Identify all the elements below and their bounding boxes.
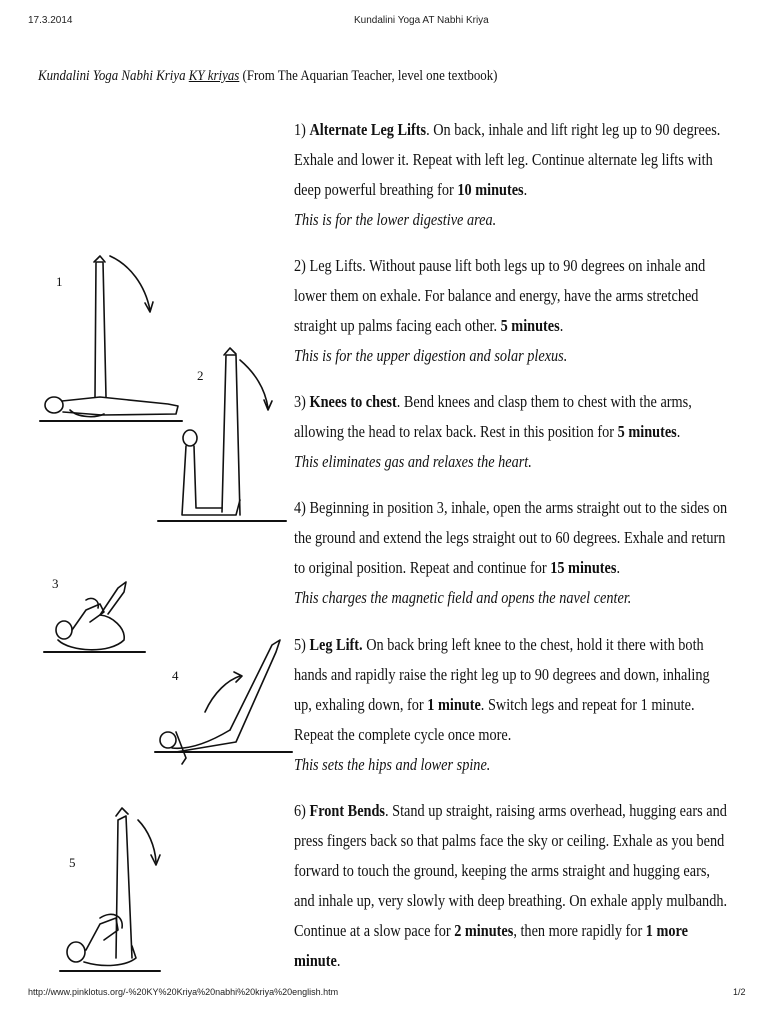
figure-3-number: 3	[52, 576, 59, 591]
exercise-6-duration-2: 1 more minute	[294, 921, 688, 970]
exercise-1-note: This is for the lower digestive area.	[294, 210, 497, 229]
page-number: 1/2	[733, 987, 746, 997]
exercise-2-text	[294, 251, 731, 341]
exercise-4-number: 4)	[294, 498, 306, 517]
exercise-4-body: Beginning in position 3, inhale, open the arms straight out to the sides on the ground and extend the legs straight out to 60 degrees. Exhale and return to original position. Repeat and continue for	[294, 498, 728, 577]
exercise-1-end: .	[523, 180, 528, 199]
exercise-3-duration: 5 minutes	[617, 422, 677, 441]
figure-2-leg-lifts	[158, 348, 286, 521]
figure-5-single-leg-lift	[60, 808, 160, 971]
figure-1-number: 1	[56, 274, 63, 289]
exercise-5	[294, 630, 731, 780]
print-title: Kundalini Yoga AT Nabhi Kriya	[354, 15, 489, 26]
exercise-3	[294, 387, 731, 477]
exercise-5-title: Leg Lift.	[309, 635, 363, 654]
exercise-5-text	[294, 630, 731, 750]
exercise-2-number: 2)	[294, 256, 306, 275]
exercise-2-duration: 5 minutes	[500, 316, 560, 335]
exercise-6-duration: 2 minutes	[454, 921, 514, 940]
exercise-2-end: .	[559, 316, 564, 335]
exercise-6-number: 6)	[294, 801, 306, 820]
exercise-5-duration: 1 minute	[427, 695, 481, 714]
exercise-1	[294, 115, 731, 235]
exercise-1-text	[294, 115, 731, 205]
exercise-3-end: .	[676, 422, 681, 441]
ky-kriyas-link[interactable]: KY kriyas	[188, 68, 240, 84]
exercise-2	[294, 251, 731, 371]
exercise-5-note: This sets the hips and lower spine.	[294, 755, 491, 774]
exercise-illustrations	[0, 0, 300, 980]
figure-3-knees-to-chest	[44, 582, 145, 652]
figure-4-number: 4	[172, 668, 179, 683]
exercise-3-note: This eliminates gas and relaxes the heart.	[294, 452, 532, 471]
exercise-3-text	[294, 387, 731, 447]
intro-source: (From The Aquarian Teacher, level one textbook)	[242, 68, 498, 84]
print-date: 17.3.2014	[28, 15, 73, 26]
intro-title: Kundalini Yoga Nabhi Kriya	[38, 68, 186, 84]
exercise-3-title: Knees to chest	[309, 392, 397, 411]
exercise-2-note: This is for the upper digestion and solar plexus.	[294, 346, 568, 365]
exercise-4-note: This charges the magnetic field and opens the navel center.	[294, 588, 632, 607]
exercise-1-title: Alternate Leg Lifts	[309, 120, 427, 139]
exercise-6-mid: , then more rapidly for	[513, 921, 646, 940]
exercise-6-text	[294, 796, 731, 976]
exercise-1-number: 1)	[294, 120, 306, 139]
exercise-6	[294, 796, 731, 976]
exercise-4-text	[294, 493, 731, 583]
exercise-3-body: . Bend knees and clasp them to chest with the arms, allowing the head to relax back. Rest in this position for	[294, 392, 692, 441]
exercise-3-number: 3)	[294, 392, 306, 411]
exercise-5-body: On back bring left knee to the chest, hold it there with both hands and rapidly raise the right leg up to 90 degrees and down, inhaling up, exhaling down, for	[294, 635, 710, 714]
exercise-6-body: . Stand up straight, raising arms overhead, hugging ears and press fingers back so that palms face the sky or ceiling. Exhale as you bend forward to touch the ground, keeping the arms straight and hugging ears, and inhale up, very slowly with deep breathing. On exhale apply mulbandh. Continue at a slow pace for	[294, 801, 728, 940]
exercise-4-end: .	[616, 558, 621, 577]
exercise-6-end: .	[336, 951, 341, 970]
figure-5-number: 5	[69, 855, 76, 870]
figure-4-legs-60-degrees	[155, 640, 292, 764]
exercise-4-duration: 15 minutes	[550, 558, 617, 577]
exercise-4	[294, 493, 731, 613]
figure-2-number: 2	[197, 368, 204, 383]
exercise-1-duration: 10 minutes	[457, 180, 524, 199]
exercise-5-end: . Switch legs and repeat for 1 minute. Repeat the complete cycle once more.	[294, 695, 695, 744]
exercise-6-title: Front Bends	[309, 801, 385, 820]
exercise-5-number: 5)	[294, 635, 306, 654]
exercise-2-body: Leg Lifts. Without pause lift both legs up to 90 degrees on inhale and lower them on exhale. For balance and energy, have the arms stretched straight up palms facing each other.	[294, 256, 706, 335]
exercise-1-body: . On back, inhale and lift right leg up to 90 degrees. Exhale and lower it. Repeat with left leg. Continue alternate leg lifts with deep powerful breathing for	[294, 120, 721, 199]
footer-url[interactable]: http://www.pinklotus.org/-%20KY%20Kriya%20nabhi%20kriya%20english.htm	[28, 987, 339, 997]
